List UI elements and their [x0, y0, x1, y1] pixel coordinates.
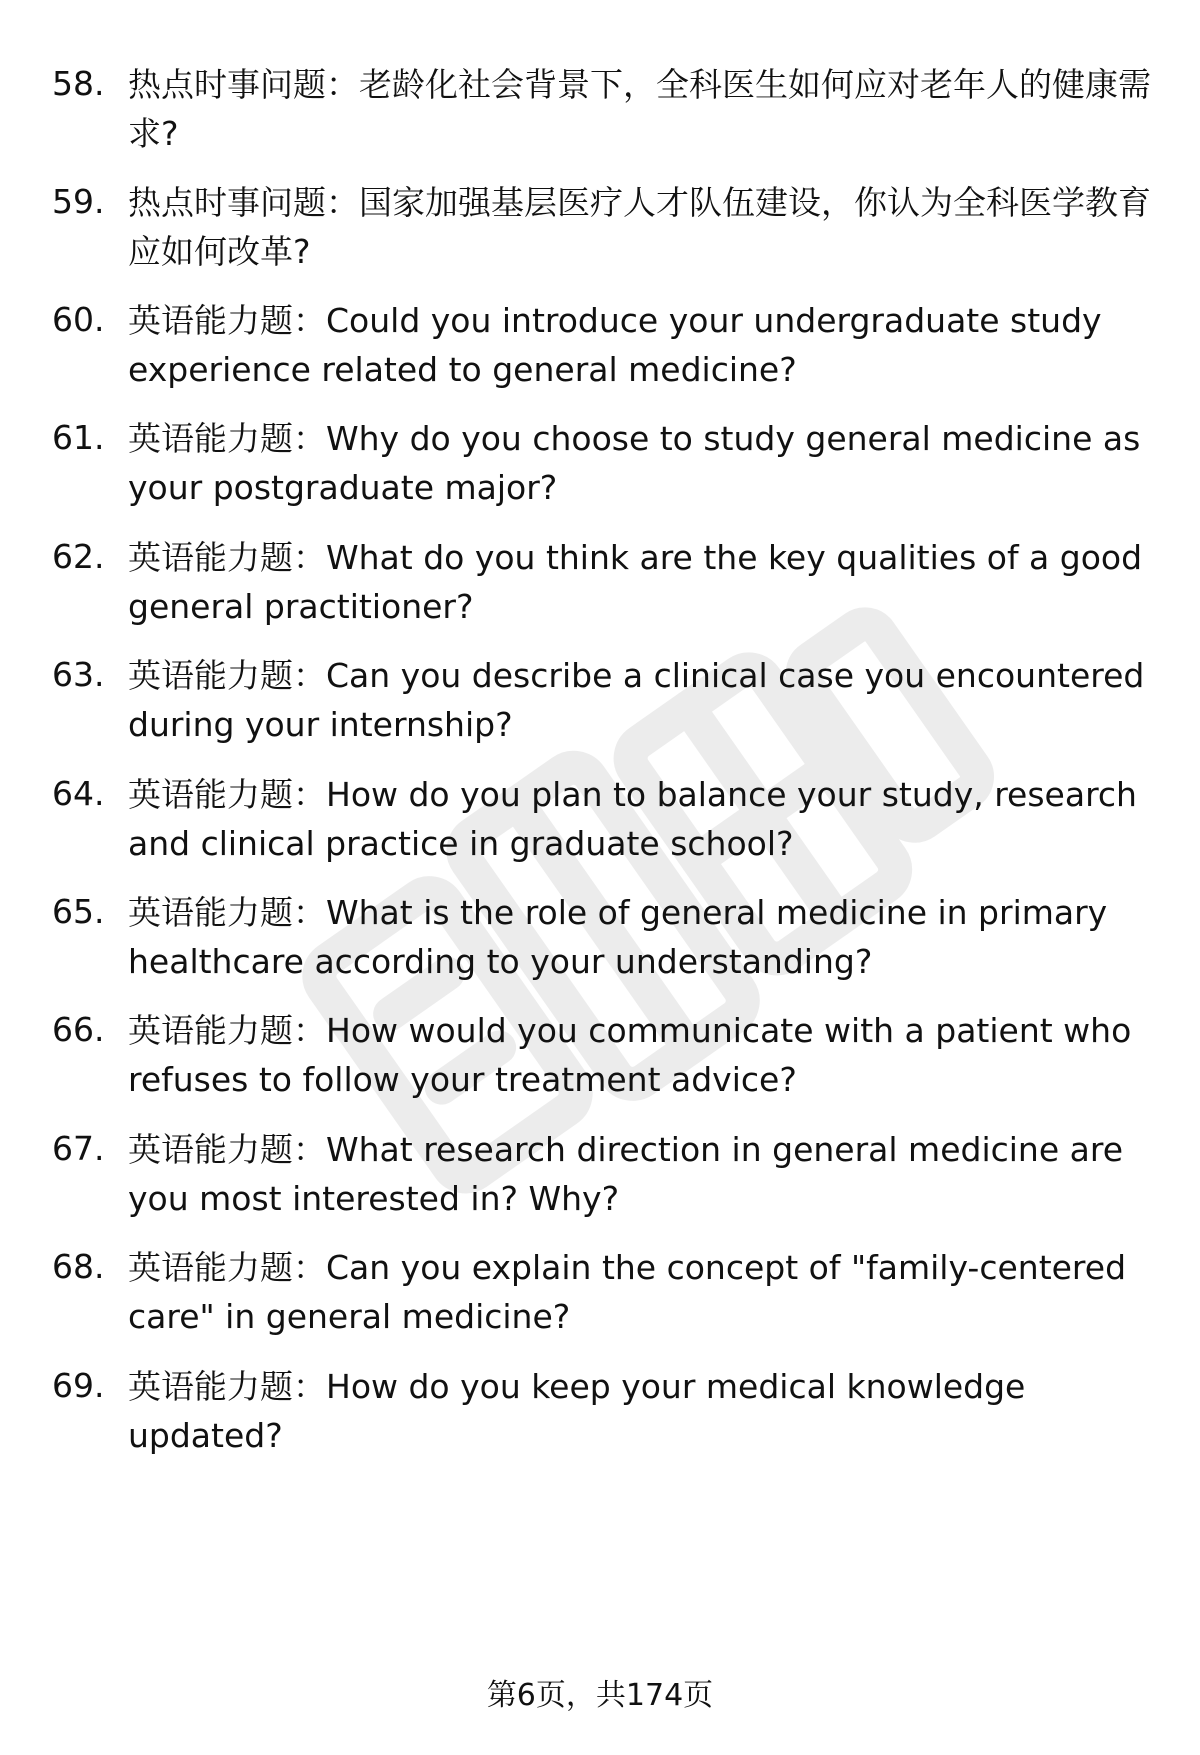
- question-text: 英语能力题：How do you plan to balance your study, research and clinical practice in graduate school?: [128, 775, 1137, 863]
- question-text: 热点时事问题：国家加强基层医疗人才队伍建设，你认为全科医学教育应如何改革?: [128, 183, 1151, 271]
- question-text: 英语能力题：Can you explain the concept of "family-centered care" in general medicine?: [128, 1248, 1127, 1336]
- question-text: 英语能力题：Why do you choose to study general medicine as your postgraduate major?: [128, 419, 1141, 507]
- question-number: 65.: [52, 892, 105, 931]
- question-number: 58.: [52, 64, 105, 103]
- question-number: 69.: [52, 1366, 105, 1405]
- question-number: 63.: [52, 655, 105, 694]
- question-item: [0, 1125, 1200, 1225]
- question-item: [0, 414, 1200, 514]
- question-item: [0, 770, 1200, 870]
- question-text: 英语能力题：Can you describe a clinical case you encountered during your internship?: [128, 656, 1145, 744]
- question-item: [0, 651, 1200, 751]
- question-text: 英语能力题：How would you communicate with a patient who refuses to follow your treatment advice?: [128, 1011, 1132, 1099]
- question-text: 英语能力题：How do you keep your medical knowledge updated?: [128, 1367, 1026, 1455]
- question-number: 62.: [52, 537, 105, 576]
- question-item: [0, 296, 1200, 396]
- question-item: [0, 1243, 1200, 1343]
- question-item: [0, 1006, 1200, 1106]
- question-text: 热点时事问题：老龄化社会背景下，全科医生如何应对老年人的健康需求?: [128, 65, 1151, 153]
- question-item: [0, 888, 1200, 988]
- question-text: 英语能力题：What is the role of general medicine in primary healthcare according to your understanding?: [128, 893, 1108, 981]
- question-number: 61.: [52, 418, 105, 457]
- question-number: 68.: [52, 1247, 105, 1286]
- question-item: [0, 533, 1200, 633]
- question-text: 英语能力题：Could you introduce your undergraduate study experience related to general medicine?: [128, 301, 1102, 389]
- question-number: 67.: [52, 1129, 105, 1168]
- question-number: 66.: [52, 1010, 105, 1049]
- question-number: 60.: [52, 300, 105, 339]
- question-number: 59.: [52, 182, 105, 221]
- question-text: 英语能力题：What research direction in general medicine are you most interested in? Why?: [128, 1130, 1123, 1218]
- question-item: [0, 178, 1200, 278]
- question-item: [0, 1362, 1200, 1462]
- question-item: [0, 60, 1200, 160]
- question-number: 64.: [52, 774, 105, 813]
- page-footer: 第6页，共174页: [486, 1678, 714, 1713]
- question-text: 英语能力题：What do you think are the key qualities of a good general practitioner?: [128, 538, 1143, 626]
